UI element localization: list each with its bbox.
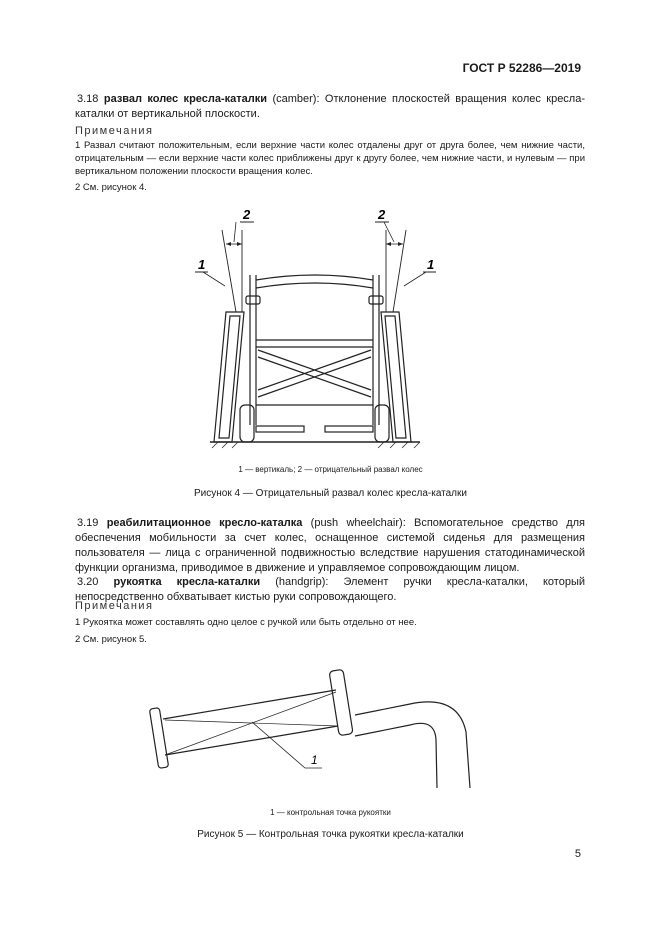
note-2: 2 См. рисунок 4. <box>75 182 147 193</box>
note-2-2: 2 См. рисунок 5. <box>75 634 147 645</box>
term: рукоятка кресла-каталки <box>113 576 261 588</box>
clause-number: 3.18 <box>77 93 99 105</box>
term: реабилитационное кресло-каталка <box>106 517 303 529</box>
figure-4-legend: 1 — вертикаль; 2 — отрицательный развал колес <box>238 465 423 474</box>
figure-4-caption: Рисунок 4 — Отрицательный развал колес кресла-каталки <box>194 488 467 499</box>
figure-4-wheelchair-drawing <box>0 200 661 460</box>
fig4-label-2-right: 2 <box>378 207 386 222</box>
figure-5-caption: Рисунок 5 — Контрольная точка рукоятки кресла-каталки <box>197 829 464 840</box>
note-2-1: 1 Рукоятка может составлять одно целое с ручкой или быть отдельно от нее. <box>75 617 417 628</box>
definition: (handgrip): Элемент ручки кресла-каталки, который непосредственно обхватывает кистью руки сопровождающего. <box>75 576 586 603</box>
standard-number: ГОСТ Р 52286—2019 <box>462 61 581 75</box>
figure-5-legend: 1 — контрольная точка рукоятки <box>270 808 391 817</box>
fig4-label-2-left: 2 <box>243 207 251 222</box>
figure-5-handgrip-drawing <box>0 660 661 810</box>
definition: (push wheelchair): Вспомогательное средство для обеспечения мобильности за счет колес, оснащенное системой сиденья для размещения пользователя — лица с ограниченной подвижностью вследствие нарушения статодинамической функции организма, приводимое в движение и управляемое сопровождающим лицом. <box>75 517 585 574</box>
fig4-label-1-right: 1 <box>427 257 435 272</box>
fig5-label-1: 1 <box>311 753 318 767</box>
clause-number: 3.19 <box>77 517 99 529</box>
page-number: 5 <box>574 848 581 860</box>
definition: (camber): Отклонение плоскостей вращения колес кресла-каталки от вертикальной плоскости. <box>75 93 586 120</box>
notes-heading: Примечания <box>75 125 154 137</box>
term: развал колес кресла-каталки <box>103 93 268 105</box>
fig4-label-1-left: 1 <box>198 257 206 272</box>
clause-3-18 <box>75 92 585 122</box>
clause-number: 3.20 <box>77 576 99 588</box>
note-1: 1 Развал считают положительным, если верхние части колес отдалены друг от друга более, чем нижние части, отрицательным — если верхние части колес приближены друг к другу более, чем нижние части, и нулевым — при вертикальном положении плоскости вращения колес. <box>75 140 585 177</box>
clause-3-19 <box>75 516 585 576</box>
notes-heading-2: Примечания <box>75 600 154 612</box>
